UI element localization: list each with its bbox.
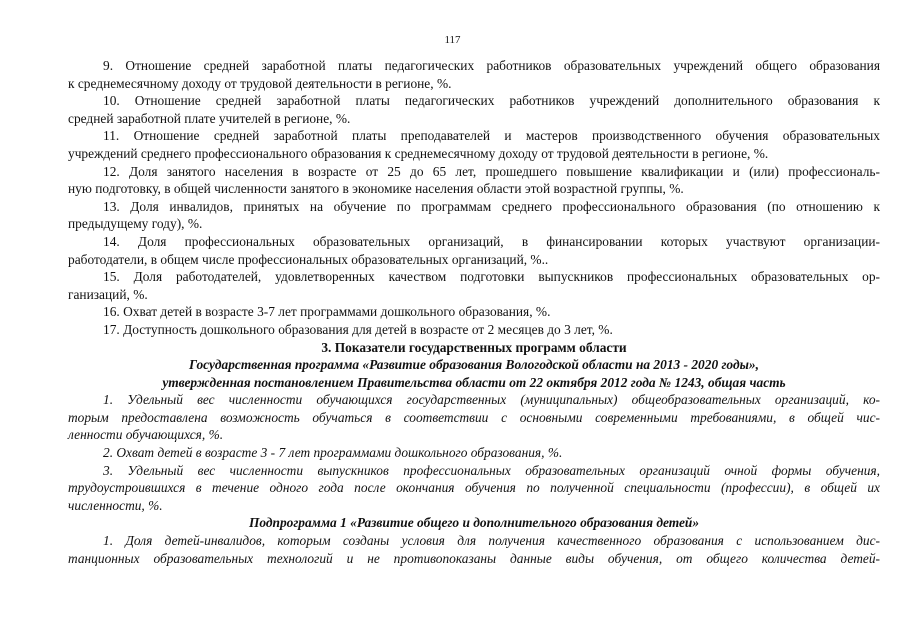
program-item-3 (68, 462, 880, 515)
indicator-text: 14. Доля профессиональных образовательных организаций, в финансировании которых участвуют организации- (103, 233, 880, 249)
program-item-text: численности, %. (68, 497, 163, 513)
indicator-text: 12. Доля занятого населения в возрасте от 25 до 65 лет, прошедшего повышение квалификации и (или) профессиональ- (103, 163, 880, 179)
indicator-item-9 (68, 57, 880, 92)
program-item-text: 1. Удельный вес численности обучающихся государственных (муниципальных) общеобразовательных организаций, ко- (103, 392, 880, 408)
program-item-1 (68, 391, 880, 444)
program-title-line-1: Государственная программа «Развитие образования Вологодской области на 2013 - 2020 годы», (189, 357, 759, 373)
program-item-2 (68, 444, 880, 462)
indicator-text: учреждений среднего профессионального образования к среднемесячному доходу от трудовой деятельности в регионе, %. (68, 145, 769, 161)
indicator-text: 13. Доля инвалидов, принятых на обучение по программам среднего профессионального образования (по отношению к (103, 198, 880, 214)
indicator-item-15 (68, 268, 880, 303)
indicator-text: 17. Доступность дошкольного образования для детей в возрасте от 2 месяцев до 3 лет, %. (103, 321, 613, 337)
indicator-text: 11. Отношение средней заработной платы преподавателей и мастеров производственного обучения образовательных (103, 128, 880, 144)
section-heading: 3. Показатели государственных программ области (321, 339, 627, 355)
indicator-item-10 (68, 92, 880, 127)
indicator-text: 15. Доля работодателей, удовлетворенных качеством подготовки выпускников профессиональных образовательных ор- (103, 269, 880, 285)
indicator-text: работодатели, в общем числе профессиональных образовательных организаций, %.. (68, 251, 549, 267)
indicator-text: ную подготовку, в общей численности занятого в экономике населения области этой возрастной группы, %. (68, 181, 684, 197)
program-item-text: торым предоставлена возможность обучаться в соответствии с основными современными требованиями, в общей чис- (68, 409, 880, 425)
indicator-item-17 (68, 321, 880, 339)
indicator-item-13 (68, 198, 880, 233)
indicator-item-11 (68, 127, 880, 162)
indicator-text: средней заработной плате учителей в регионе, %. (68, 110, 351, 126)
indicator-text: 9. Отношение средней заработной платы педагогических работников образовательных учреждений общего образования (103, 58, 880, 73)
program-item-text: ленности обучающихся, %. (68, 427, 224, 443)
indicator-item-16 (68, 303, 880, 321)
indicator-text: к среднемесячному доходу от трудовой деятельности в регионе, %. (68, 75, 452, 91)
indicator-text: 10. Отношение средней заработной платы педагогических работников учреждений дополнительного образования к (103, 93, 880, 109)
subprogram-item-text: 1. Доля детей-инвалидов, которым созданы условия для получения качественного образования с использованием дис- (103, 533, 880, 549)
indicator-item-12 (68, 163, 880, 198)
subprogram-item-text: танционных образовательных технологий и не противопоказаны данные виды обучения, от общего количества детей- (68, 550, 880, 566)
program-title-line-2: утвержденная постановлением Правительства области от 22 октября 2012 года № 1243, общая часть (162, 374, 786, 390)
indicator-item-14 (68, 233, 880, 268)
indicator-text: ганизаций, %. (68, 286, 148, 302)
program-item-text: трудоустроившихся в течение одного года после окончания обучения по полученной специальности (профессии), в общей их (68, 480, 880, 496)
program-item-text: 2. Охват детей в возрасте 3 - 7 лет программами дошкольного образования, %. (103, 445, 563, 461)
page-number: 117 (444, 34, 461, 46)
document-body (68, 57, 880, 567)
indicator-text: 16. Охват детей в возрасте 3-7 лет программами дошкольного образования, %. (103, 304, 551, 320)
subprogram-item-1 (68, 532, 880, 567)
indicator-text: предыдущему году), %. (68, 216, 203, 232)
program-item-text: 3. Удельный вес численности выпускников профессиональных образовательных организаций очной формы обучения, (103, 462, 880, 478)
subprogram-title: Подпрограмма 1 «Развитие общего и дополнительного образования детей» (248, 515, 700, 531)
